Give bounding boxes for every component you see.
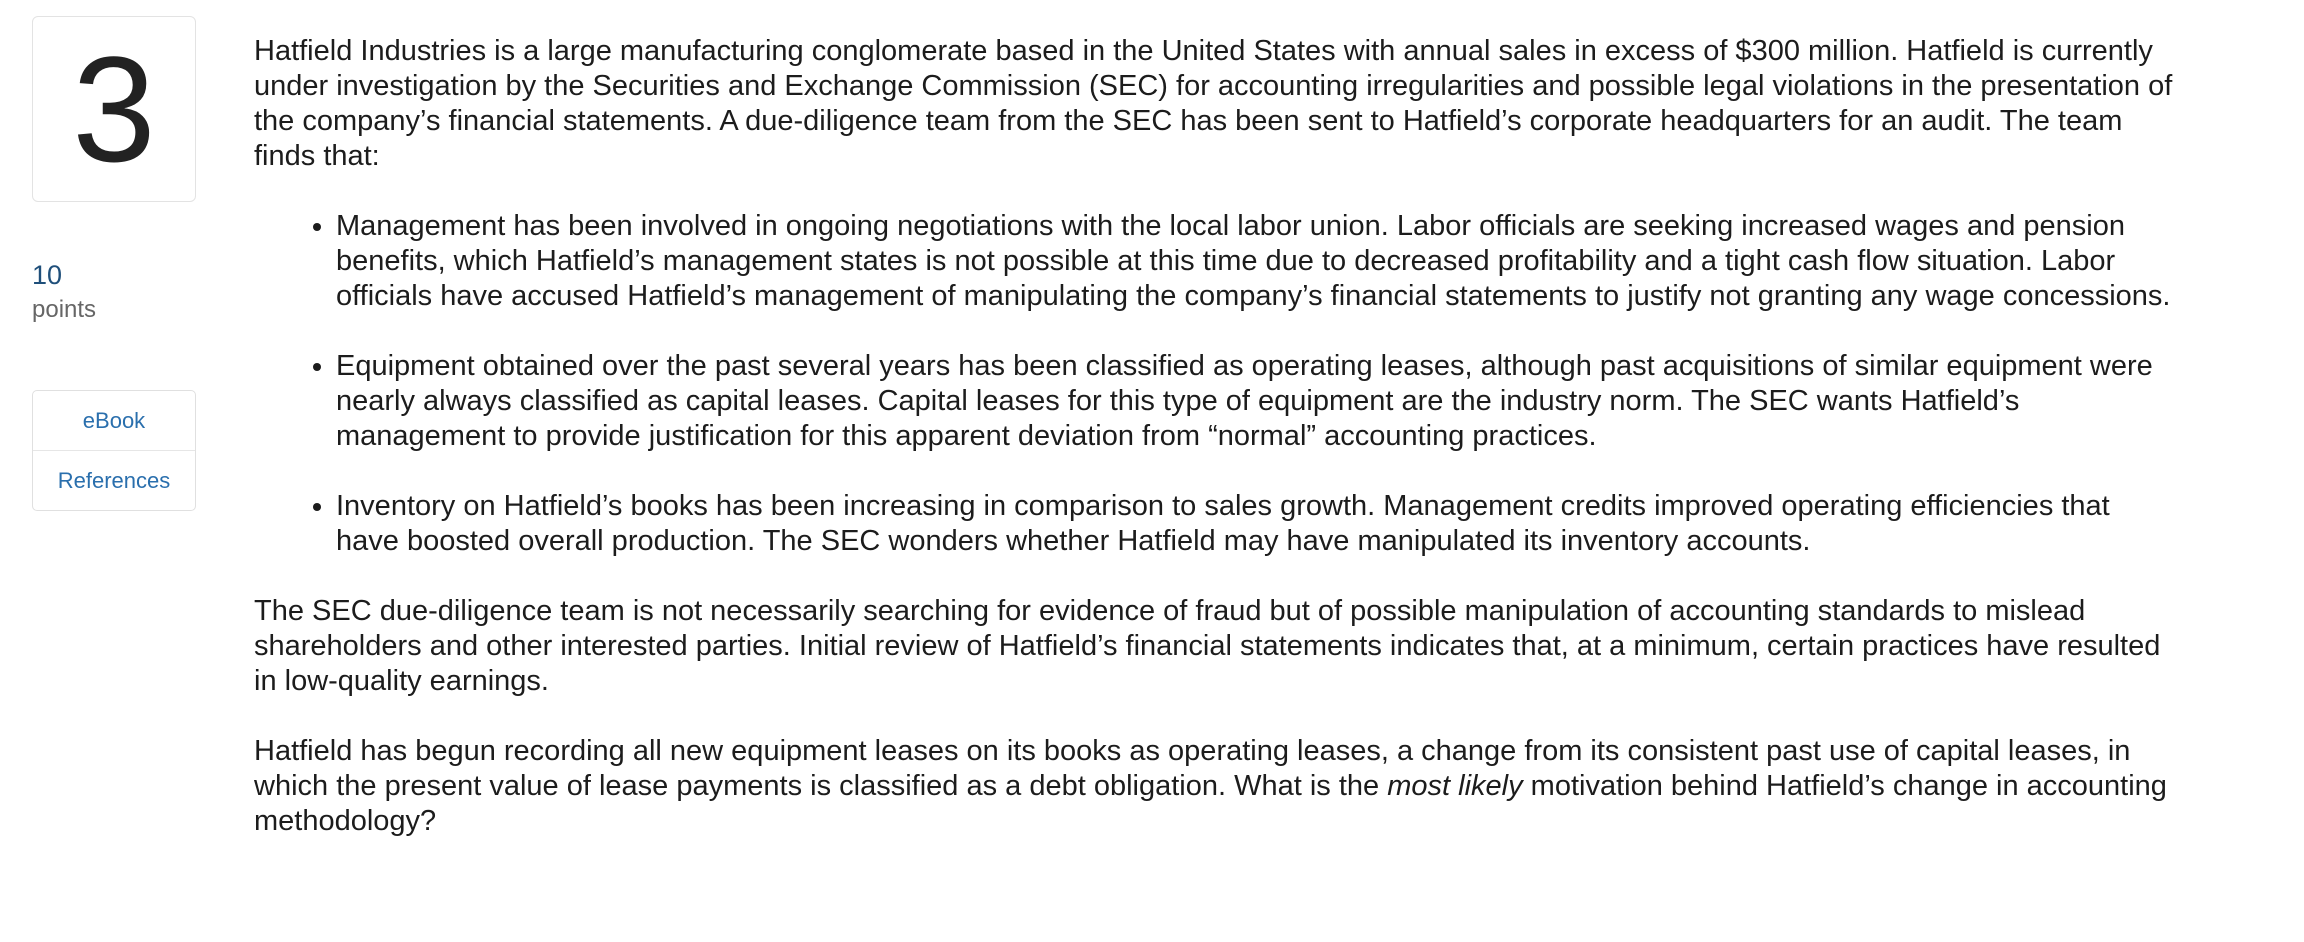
prompt-text-before: Hatfield has begun recording all new equipment leases on its books as operating leases, a change from its consistent past use of capital leases, in which the present value of lease payments is classified as a debt obligation. What is the <box>254 735 2131 802</box>
question-number-box <box>32 16 196 202</box>
ebook-link[interactable]: eBook <box>82 407 146 433</box>
resources-panel <box>32 390 196 511</box>
finding-item: • Management has been involved in ongoing negotiations with the local labor union. Labor officials are seeking increased wages and pension benefits, which Hatfield’s management states is not possible at this time due to decreased profitability and a tight cash flow situation. Labor officials have accused Hatfield’s management of manipulating the company’s financial statements to justify not granting any wage concessions. <box>336 209 2174 314</box>
prompt-text-after: motivation behind Hatfield’s change in accounting methodology? <box>254 770 2167 837</box>
question-sidebar <box>32 16 198 493</box>
points-value: 10 <box>32 260 63 290</box>
question-paragraph-2: The SEC due-diligence team is not necessarily searching for evidence of fraud but of possible manipulation of accounting standards to mislead shareholders and other interested parties. Initial review of Hatfield’s financial statements indicates that, at a minimum, certain practices have resulted in low-quality earnings. <box>254 595 2161 697</box>
question-body <box>254 34 2174 839</box>
references-link[interactable]: References <box>33 450 195 510</box>
finding-item: • Equipment obtained over the past several years has been classified as operating leases, although past acquisitions of similar equipment were nearly always classified as capital leases. Capital leases for this type of equipment are the industry norm. The SEC wants Hatfield’s management to provide justification for this apparent deviation from “normal” accounting practices. <box>336 349 2174 454</box>
points-label: points <box>32 296 97 323</box>
findings-list <box>254 209 2174 559</box>
finding-item: • Inventory on Hatfield’s books has been increasing in comparison to sales growth. Management credits improved operating efficiencies that have boosted overall production. The SEC wonders whether Hatfield may have manipulated its inventory accounts. <box>336 489 2174 559</box>
question-intro: Hatfield Industries is a large manufacturing conglomerate based in the United States with annual sales in excess of $300 million. Hatfield is currently under investigation by the Securities and Exchange Commission (SEC) for accounting irregularities and possible legal violations in the presentation of the company’s financial statements. A due-diligence team from the SEC has been sent to Hatfield’s corporate headquarters for an audit. The team finds that: <box>254 35 2173 172</box>
question-prompt <box>254 734 2174 839</box>
prompt-emphasis: most likely <box>1387 770 1523 802</box>
question-number: 3 <box>72 25 156 193</box>
